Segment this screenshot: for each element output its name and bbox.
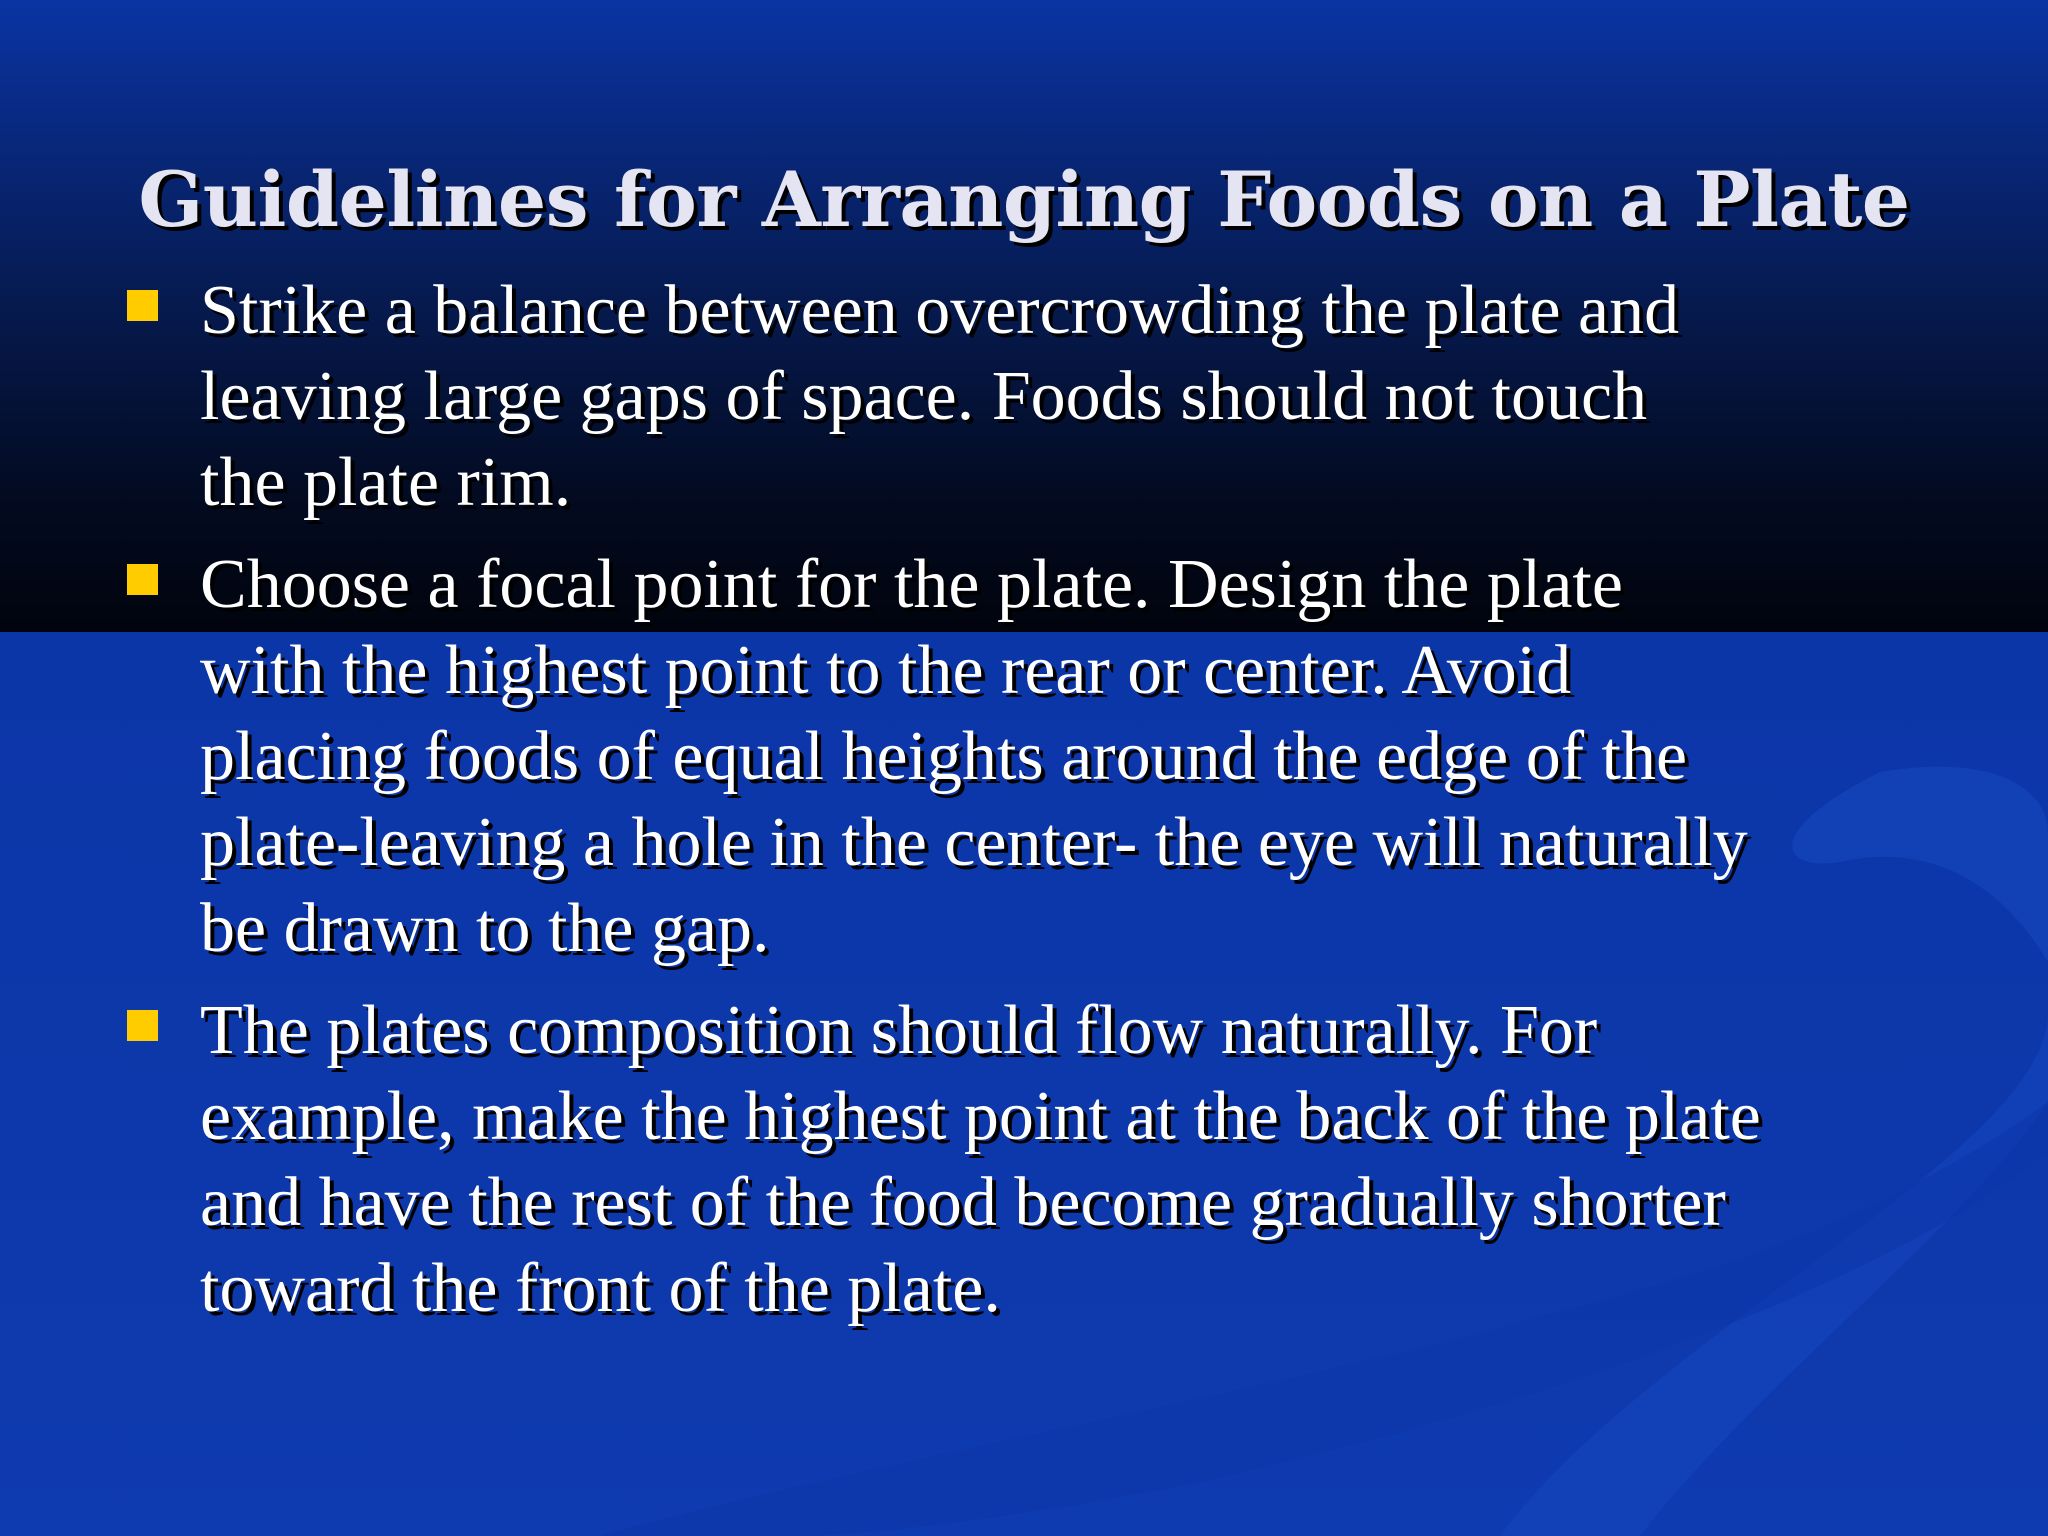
bullet-text <box>200 542 1960 972</box>
bullet-line: and have the rest of the food become gradually shorter <box>200 1164 1726 1241</box>
bullet-item <box>0 542 2048 972</box>
bullet-list <box>0 268 2048 1332</box>
bullet-line: Strike a balance between overcrowding the plate and <box>200 272 1680 349</box>
bullet-line: placing foods of equal heights around the edge of the <box>200 718 1688 795</box>
bullet-square-icon <box>127 1010 158 1041</box>
bullet-line: be drawn to the gap. <box>200 890 770 967</box>
bullet-text <box>200 268 1960 526</box>
slide-title: Guidelines for Arranging Foods on a Plate <box>138 155 1910 244</box>
bullet-line: example, make the highest point at the back of the plate <box>200 1078 1761 1155</box>
bullet-line: toward the front of the plate. <box>200 1250 1001 1327</box>
bullet-line: with the highest point to the rear or center. Avoid <box>200 632 1572 709</box>
bullet-line: leaving large gaps of space. Foods should not touch <box>200 358 1648 435</box>
bullet-square-icon <box>127 290 158 321</box>
bullet-line: The plates composition should flow naturally. For <box>200 992 1598 1069</box>
bullet-item <box>0 988 2048 1332</box>
bullet-text <box>200 988 1960 1332</box>
bullet-line: plate-leaving a hole in the center- the eye will naturally <box>200 804 1748 881</box>
bullet-item <box>0 268 2048 526</box>
bullet-square-icon <box>127 564 158 595</box>
bullet-line: Choose a focal point for the plate. Design the plate <box>200 546 1623 623</box>
bullet-line: the plate rim. <box>200 444 572 521</box>
